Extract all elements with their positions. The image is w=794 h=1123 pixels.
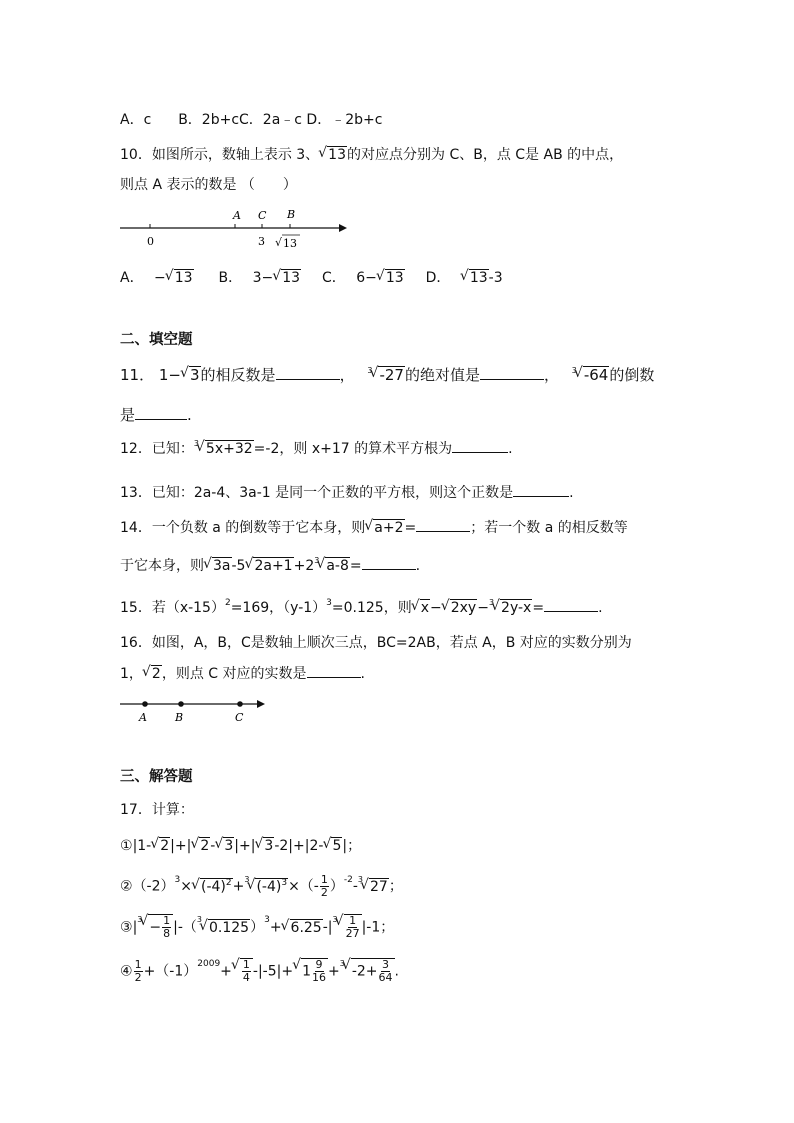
q15-blank[interactable] xyxy=(544,597,598,612)
q16-blank[interactable] xyxy=(307,663,361,678)
q17-e3-f: |-1； xyxy=(361,919,395,936)
q17-e4-frac4 xyxy=(379,959,393,984)
q10-opt-b-pre: 3 xyxy=(252,270,262,286)
q17-e2-s1: 3 xyxy=(174,875,181,885)
q14-eq: = xyxy=(404,520,417,536)
q10-opt-b-label: B． xyxy=(218,270,243,286)
q16-end: . xyxy=(360,666,365,682)
q14-eq2: = xyxy=(349,558,362,574)
q14-r3: √ a-8 xyxy=(325,557,350,574)
q14-r1: √ 3a xyxy=(212,557,232,574)
q17-e1-d: |+| xyxy=(234,838,256,854)
q17-e4-fd4: 64 xyxy=(378,971,393,984)
q17-e3-r4-idx: 3 xyxy=(332,915,338,924)
section3-title: 三、解答题 xyxy=(120,769,193,785)
q17-e2-d: ×（- xyxy=(288,878,319,895)
q10-opt-c-rad: √ 13 xyxy=(385,269,405,286)
q17-e3-frac2 xyxy=(346,915,360,940)
q11-t1-pre: 1 xyxy=(158,366,169,384)
q17-e4-b: + xyxy=(220,963,232,980)
axis-arrow-icon xyxy=(339,224,347,232)
q17-e1-r1: √ 2 xyxy=(159,837,170,854)
q17-e2-fn: 1 xyxy=(320,873,328,886)
q16-number-line xyxy=(115,692,275,726)
q14-end: . xyxy=(415,558,421,574)
q15-line: 15．若$(x-15)^2=169$，$(y-1)^3=0.125$，则√ x−√ 2xy−$^3$√ 2y-x= . xyxy=(120,597,603,618)
q11-t2-post: 的绝对值是 xyxy=(404,366,480,384)
q17-e1-r3: √ 3 xyxy=(223,837,234,854)
q17-e1-e: -2|+|2- xyxy=(274,838,324,854)
q17-e3-c: ） xyxy=(250,919,265,936)
q9-option-a: A．c xyxy=(120,112,152,128)
q17-e2-mark: ② xyxy=(120,878,133,895)
q17-e1-r5: √ 5 xyxy=(331,837,342,854)
q17-e2-s2: 2 xyxy=(225,877,232,888)
q17-e3-s1: 3 xyxy=(264,915,270,925)
q14-blank-2[interactable] xyxy=(362,555,416,570)
q17-e3-a: | xyxy=(132,919,138,936)
q10-opt-d-post: -3 xyxy=(488,270,503,286)
q15-r1: √ x xyxy=(420,599,430,616)
q12-eq: =-2 xyxy=(253,441,280,457)
q17-e1-mark: ① xyxy=(120,838,133,854)
label-three: 3 xyxy=(258,235,265,248)
q17-e2-s4: -2 xyxy=(343,875,353,885)
q12-idx: 3 xyxy=(193,439,199,448)
q17-e4-fd2: 4 xyxy=(242,971,250,984)
q15-prefix: 15．若（x-15） xyxy=(120,600,225,616)
q12-mid: ，则 x+17 的算术平方根为 xyxy=(279,441,453,457)
q12-line xyxy=(120,438,513,459)
q17-e2-g: ； xyxy=(388,878,403,895)
q17-e1-b: |+| xyxy=(170,838,192,854)
q17-e3-e: -| xyxy=(322,919,333,936)
q14-line2-pre: 于它本身，则 xyxy=(120,558,204,574)
q17-e2-e: ） xyxy=(329,878,344,895)
q15-r3: √ 2y-x xyxy=(500,599,532,616)
q17-expr-2 xyxy=(120,874,403,899)
q14-line2 xyxy=(120,555,420,576)
q11-t1-post: 的相反数是 xyxy=(200,366,276,384)
q12-end: . xyxy=(508,441,513,457)
q11-t3-rad: √ -64 xyxy=(583,366,610,383)
q17-e4-frac3 xyxy=(312,959,326,984)
q17-e4-s1: 2009 xyxy=(197,959,221,969)
q17-e2-b: × xyxy=(180,878,192,895)
q17-e3-b: |-（ xyxy=(173,919,197,936)
q13-text: 13．已知：2a-4、3a-1 是同一个正数的平方根，则这个正数是 xyxy=(120,485,514,501)
q17-e4-frac1 xyxy=(134,959,143,984)
q13-line xyxy=(120,482,574,503)
q17-e2-r2-idx: 3 xyxy=(244,875,250,884)
q11-t2-idx: 3 xyxy=(367,366,373,375)
q11-line2 xyxy=(120,405,192,425)
point-b xyxy=(178,701,184,707)
q11-blank-3[interactable] xyxy=(135,405,187,420)
q11-line2-text: 是 xyxy=(120,406,136,424)
q17-e2-r3: √ 27 xyxy=(369,878,389,895)
q15-mid1: =169，（y-1） xyxy=(230,600,327,616)
q10-opt-d-label: D． xyxy=(425,270,451,286)
label-sqrt-sign: √ xyxy=(275,236,283,249)
q10-line1 xyxy=(120,145,623,165)
q17-e3-fd1: 8 xyxy=(163,927,171,940)
q17-e2-c: + xyxy=(232,878,245,895)
q17-e2-r3-idx: 3 xyxy=(357,875,364,884)
q17-e2-frac xyxy=(320,874,329,899)
q17-e1-r2: √ 2 xyxy=(199,837,210,854)
q10-sqrt13: √ 13 xyxy=(327,146,347,163)
q17-e2-r1: (-4) xyxy=(201,878,226,895)
q17-e1-c: - xyxy=(210,838,216,854)
q17-e4-fn2: √ 1 xyxy=(242,958,250,971)
q14-line1 xyxy=(120,517,628,538)
label-rad13: 13 xyxy=(283,237,297,250)
q10-opt-c-label: C． xyxy=(321,270,346,286)
q16-line1: 16．如图，A，B，C是数轴上顺次三点，BC=2AB，若点 A，B 对应的实数分别为 xyxy=(120,635,632,651)
q13-end: . xyxy=(569,485,574,501)
q11-t3-post: 的倒数 xyxy=(609,366,655,384)
label-b: B xyxy=(287,208,296,221)
q17-e3-mark: ③ xyxy=(120,919,133,936)
q17-e1-f: |； xyxy=(342,838,362,854)
q17-e2-r2: (-4) xyxy=(256,878,282,895)
axis-arrow-icon xyxy=(257,700,265,708)
q17-e4-frac2 xyxy=(242,959,251,984)
q10-opt-d-rad: √ 13 xyxy=(469,269,489,286)
q11-end: . xyxy=(187,406,192,424)
q17-e4-fn1: 1 xyxy=(134,958,142,971)
q17-e1-a: |1- xyxy=(132,838,152,854)
q10-number-line xyxy=(115,200,355,255)
q16-line2-mid: ，则点 C 对应的实数是 xyxy=(161,666,307,682)
q17-e4-c: -|-5|+ xyxy=(252,963,294,980)
q11-t2-rad: √ -27 xyxy=(378,366,405,383)
q15-r2: √ 2xy xyxy=(450,599,477,616)
q17-title: 17．计算： xyxy=(120,802,194,818)
q10-opt-a-label: A． xyxy=(120,270,144,286)
q9-options xyxy=(120,110,382,130)
q15-s2: 3 xyxy=(326,598,332,608)
label-b: B xyxy=(175,711,184,724)
q10-prefix: 10．如图所示，数轴上表示 3、 xyxy=(120,147,320,163)
q12-prefix: 12．已知： xyxy=(120,441,194,457)
q17-e4-fn3: 9 xyxy=(315,958,323,971)
q15-eq: = xyxy=(532,600,545,616)
section2-title: 二、填空题 xyxy=(120,332,193,348)
q17-e4-w: 1 xyxy=(302,963,312,980)
q17-expr-1 xyxy=(120,836,361,856)
q17-e2-fd: 2 xyxy=(320,886,328,899)
q16-line2 xyxy=(120,663,365,684)
q17-e3-r2: √ 0.125 xyxy=(208,919,250,936)
q14-r2: √ 2a+1 xyxy=(253,557,293,574)
q17-e1-r4: √ 3 xyxy=(263,837,274,854)
q9-option-bcd: B．2b+cC．2a﹣c D．﹣2b+c xyxy=(178,112,383,128)
q17-e4-mark: ④ xyxy=(120,963,133,980)
q13-blank[interactable] xyxy=(513,482,569,497)
q17-e4-d: + xyxy=(328,963,340,980)
q17-e2-s3: 3 xyxy=(281,877,288,888)
q17-e4-a: +（-1） xyxy=(143,963,198,980)
label-c: C xyxy=(235,711,244,724)
q17-e4-f: . xyxy=(394,963,399,980)
label-zero: 0 xyxy=(147,235,154,248)
q17-expr-3: $③|^3√$ − $\frac{1}{8}$ |-（$^3$√ 0.125）$^3$+√ $6.25-|^3$ √ $\frac{1}{27}$ |-1； xyxy=(120,914,394,940)
q17-e3-d: + xyxy=(269,919,282,936)
q17-e3-r3: √ 6.25 xyxy=(290,919,323,936)
q17-e2-a: （-2） xyxy=(132,878,175,895)
q12-rad: √ 5x+32 xyxy=(205,440,254,457)
q10-line2: 则点 A 表示的数是 （ ） xyxy=(120,177,297,193)
q17-e3-frac1 xyxy=(162,915,171,940)
q10-options: A． −√ 13 B． 3−√ 13 C． 6−√ 13 D． √ 13-3 xyxy=(120,268,503,288)
q17-e3-fn2: √ 1 xyxy=(349,914,357,927)
q15-s1: 2 xyxy=(224,598,231,608)
q11-blank-2[interactable] xyxy=(480,365,544,380)
q17-e3-fn1: 1 xyxy=(163,914,171,927)
q17-e4-e: -2+ xyxy=(351,963,378,980)
q11-t3-idx: 3 xyxy=(571,366,577,375)
q14-m2: +2 xyxy=(293,558,315,574)
q10-opt-c-pre: 6 xyxy=(356,270,366,286)
label-a: A xyxy=(233,209,241,222)
q15-end: . xyxy=(598,600,603,616)
q15-mid2: =0.125，则 xyxy=(331,600,412,616)
q10-suffix: 的对应点分别为 C、B，点 C是 AB 的中点， xyxy=(347,147,624,163)
q14-prefix: 14．一个负数 a 的倒数等于它本身，则 xyxy=(120,520,366,536)
label-c: C xyxy=(258,209,267,222)
q14-r3-idx: 3 xyxy=(314,556,320,565)
point-c xyxy=(237,701,243,707)
q17-e3-r1-idx: 3 xyxy=(137,915,143,924)
q11-num: 11． xyxy=(120,366,155,384)
q15-r3-idx: 3 xyxy=(488,598,495,607)
q11-t1-rad: √ 3 xyxy=(189,366,201,383)
q17-e3-r2-idx: 3 xyxy=(196,915,202,924)
q11-blank-1[interactable] xyxy=(276,365,340,380)
q12-blank[interactable] xyxy=(452,438,508,453)
q14-blank-1[interactable] xyxy=(416,517,470,532)
q16-rad: √ 2 xyxy=(151,665,162,682)
label-a: A xyxy=(139,711,147,724)
q14-mid: ；若一个数 a 的相反数等 xyxy=(470,520,628,536)
q16-line2-pre: 1， xyxy=(120,666,143,682)
q17-e4-fd3: 16 xyxy=(312,971,327,984)
q17-e4-r-idx: 3 xyxy=(339,959,345,968)
q11-line1: 11． 1−√ 3的相反数是 ， $^3$√ -27的绝对值是 ， $^3$√ -64的倒数 xyxy=(120,365,654,385)
point-a xyxy=(142,701,148,707)
q10-opt-a-rad: √ 13 xyxy=(174,269,194,286)
q17-e3-fd2: 27 xyxy=(345,927,360,940)
q17-e4-fd1: 2 xyxy=(134,971,142,984)
q14-rad: √ a+2 xyxy=(373,519,404,536)
q17-expr-4 xyxy=(120,958,399,984)
q14-m1: -5 xyxy=(231,558,246,574)
q10-opt-b-rad: √ 13 xyxy=(281,269,301,286)
q17-e2-f: - xyxy=(352,878,358,895)
q17-e4-fn4: 3 xyxy=(382,958,390,971)
